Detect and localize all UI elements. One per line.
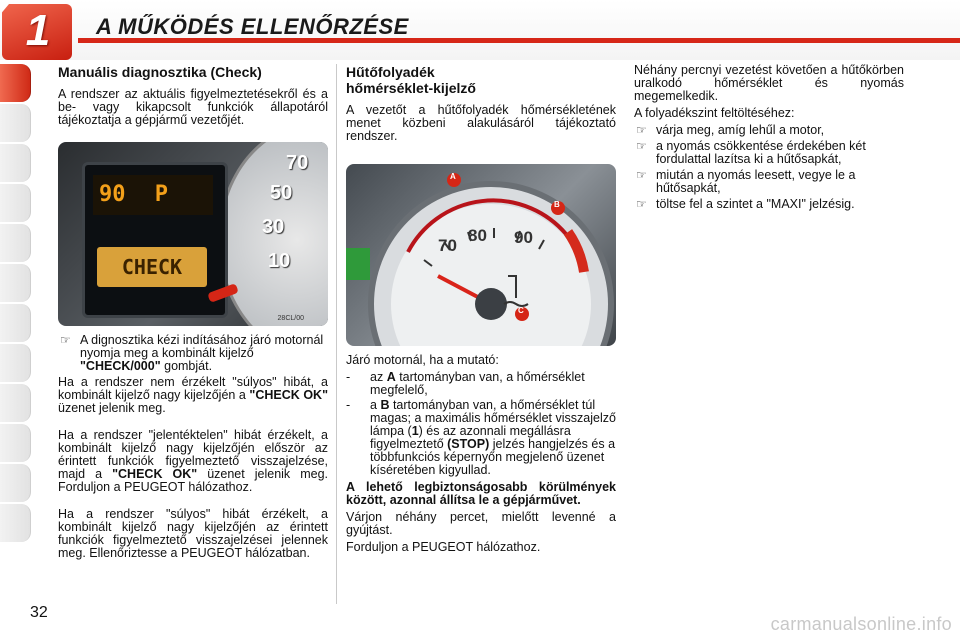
- heading-line: Hűtőfolyadék: [346, 64, 435, 80]
- check-ok-paragraph: Ha a rendszer nem érzékelt "súlyos" hibát, a kombinált kijelző nagy kijelzőjén a "CHECK OK" üzenet jelenik meg.: [58, 375, 328, 415]
- chapter-tab[interactable]: [0, 104, 31, 142]
- minor-fault-paragraph: Ha a rendszer "jelentéktelen" hibát érzékelt, a kombinált kijelző nagy kijelzőjén először az érintett funkciók figyelmeztető visszajelzése, majd a "CHECK OK" üzenet jelenik meg. Forduljon a PEUGEOT hálózathoz.: [58, 428, 328, 494]
- right-column: [634, 64, 904, 214]
- dial-number: 70: [286, 152, 309, 174]
- chapter-number: 1: [25, 6, 51, 55]
- middle-column-lower: [346, 354, 616, 558]
- contact-dealer: Forduljon a PEUGEOT hálózathoz.: [346, 540, 541, 554]
- chapter-tab[interactable]: [0, 224, 31, 262]
- pointing-hand-icon: ☞: [636, 197, 647, 211]
- lcd-readout: [93, 175, 213, 215]
- check-bullet: [58, 334, 328, 373]
- column-divider: [336, 64, 337, 604]
- chapter-tab[interactable]: [0, 144, 31, 182]
- refill-step: [634, 140, 904, 166]
- dial-number: 10: [268, 250, 291, 272]
- watermark[interactable]: carmanualsonline.info: [770, 614, 952, 634]
- chapter-tab[interactable]: [0, 184, 31, 222]
- chapter-tab[interactable]: [0, 424, 31, 462]
- zone-label-a: A: [450, 172, 456, 181]
- middle-column: [346, 64, 616, 147]
- step-text: miután a nyomás leesett, vegye le a hűtősapkát,: [656, 168, 856, 195]
- lcd-check-message: CHECK: [97, 247, 207, 287]
- chapter-tab[interactable]: [0, 304, 31, 342]
- chapter-tab[interactable]: [0, 344, 31, 382]
- refill-step: [634, 169, 904, 195]
- step-text: a nyomás csökkentése érdekében két fordulattal lazítsa ki a hűtősapkát,: [656, 139, 866, 166]
- gauge-graphic: [346, 164, 616, 346]
- bullet-text: A dignosztika kézi indításához járó motornál nyomja meg a kombinált kijelző "CHECK/000" gombját.: [80, 333, 324, 373]
- zone-label-c: C: [518, 306, 524, 315]
- pointing-hand-icon: ☞: [636, 123, 647, 137]
- refill-step: [634, 198, 904, 211]
- coolant-lead: Járó motornál, ha a mutató:: [346, 353, 499, 367]
- gauge-number: 90: [514, 228, 533, 247]
- lcd-gear: P: [154, 182, 168, 207]
- page-title: A MŰKÖDÉS ELLENŐRZÉSE: [96, 14, 409, 39]
- chapter-tab[interactable]: [0, 464, 31, 502]
- check-intro: A rendszer az aktuális figyelmeztetésekről és a be- vagy kikapcsolt funkciók állapotáról tájékoztatja a gépjármű vezetőjét.: [58, 87, 328, 127]
- chapter-tab-strip: [0, 64, 38, 544]
- gauge-number: 80: [468, 226, 487, 245]
- refill-step: [634, 124, 904, 137]
- coolant-gauge-illustration: [346, 164, 616, 346]
- zone-label-b: B: [554, 200, 560, 209]
- check-display-illustration: [58, 142, 328, 326]
- left-column-lower: [58, 334, 328, 564]
- dash-marker: -: [346, 398, 351, 412]
- dash-marker: -: [346, 370, 351, 384]
- dial-number: 30: [262, 216, 285, 238]
- major-fault-paragraph: Ha a rendszer "súlyos" hibát érzékelt, a kombinált kijelző nagy kijelzőjén az érintett funkciók figyelmeztető visszajelzései jelennek meg. Ellenőriztesse a PEUGEOT hálózatban.: [58, 507, 328, 560]
- green-indicator-icon: [346, 248, 370, 280]
- section-heading-check: Manuális diagnosztika (Check): [58, 64, 262, 80]
- step-text: töltse fel a szintet a "MAXI" jelzésig.: [656, 197, 855, 211]
- stop-warning: A lehető legbiztonságosabb körülmények között, azonnal állítsa le a gépjárművet.: [346, 480, 616, 507]
- range-b-text: a B tartományban van, a hőmérséklet túl magas; a maximális hőmérséklet visszajelző lámpa (1) és az azonnali megállásra figyelmeztető (STOP) jelzés hangjelzés és a többfunkciós képernyőn megjelenő üzenet kíséretében kigyullad.: [370, 398, 616, 477]
- coolant-intro: A vezetőt a hűtőfolyadék hőmérsékletének menet közbeni alakulásáról tájékoztató rendszer.: [346, 103, 616, 143]
- chapter-tab[interactable]: [0, 384, 31, 422]
- pointing-hand-icon: ☞: [636, 139, 647, 153]
- left-column: [58, 64, 328, 131]
- range-b-item: [346, 399, 616, 477]
- section-heading-coolant: [346, 64, 616, 96]
- refill-lead: A folyadékszint feltöltéséhez:: [634, 106, 795, 120]
- pointing-hand-icon: ☞: [636, 168, 647, 182]
- chapter-tab[interactable]: [0, 264, 31, 302]
- lcd-value: 90: [99, 182, 126, 207]
- heading-line: hőmérséklet-kijelző: [346, 80, 476, 96]
- ignition-advice: Várjon néhány percet, mielőtt levenné a gyújtást.: [346, 510, 616, 537]
- pressure-intro: Néhány percnyi vezetést követően a hűtőkörben uralkodó hőmérséklet és nyomás megemelkedik.: [634, 63, 904, 103]
- dial-number: 50: [270, 182, 293, 204]
- gauge-number: 70: [438, 236, 457, 255]
- instrument-screen: [82, 162, 228, 318]
- step-text: várja meg, amíg lehűl a motor,: [656, 123, 825, 137]
- illustration-code: 28CL/00: [277, 315, 304, 322]
- range-a-text: az A tartományban van, a hőmérséklet megfelelő,: [370, 370, 585, 397]
- range-a-item: [346, 371, 616, 397]
- page-number: 32: [30, 604, 48, 621]
- pointing-hand-icon: ☞: [60, 333, 71, 347]
- chapter-tab[interactable]: [0, 504, 31, 542]
- chapter-tab-active[interactable]: [0, 64, 31, 102]
